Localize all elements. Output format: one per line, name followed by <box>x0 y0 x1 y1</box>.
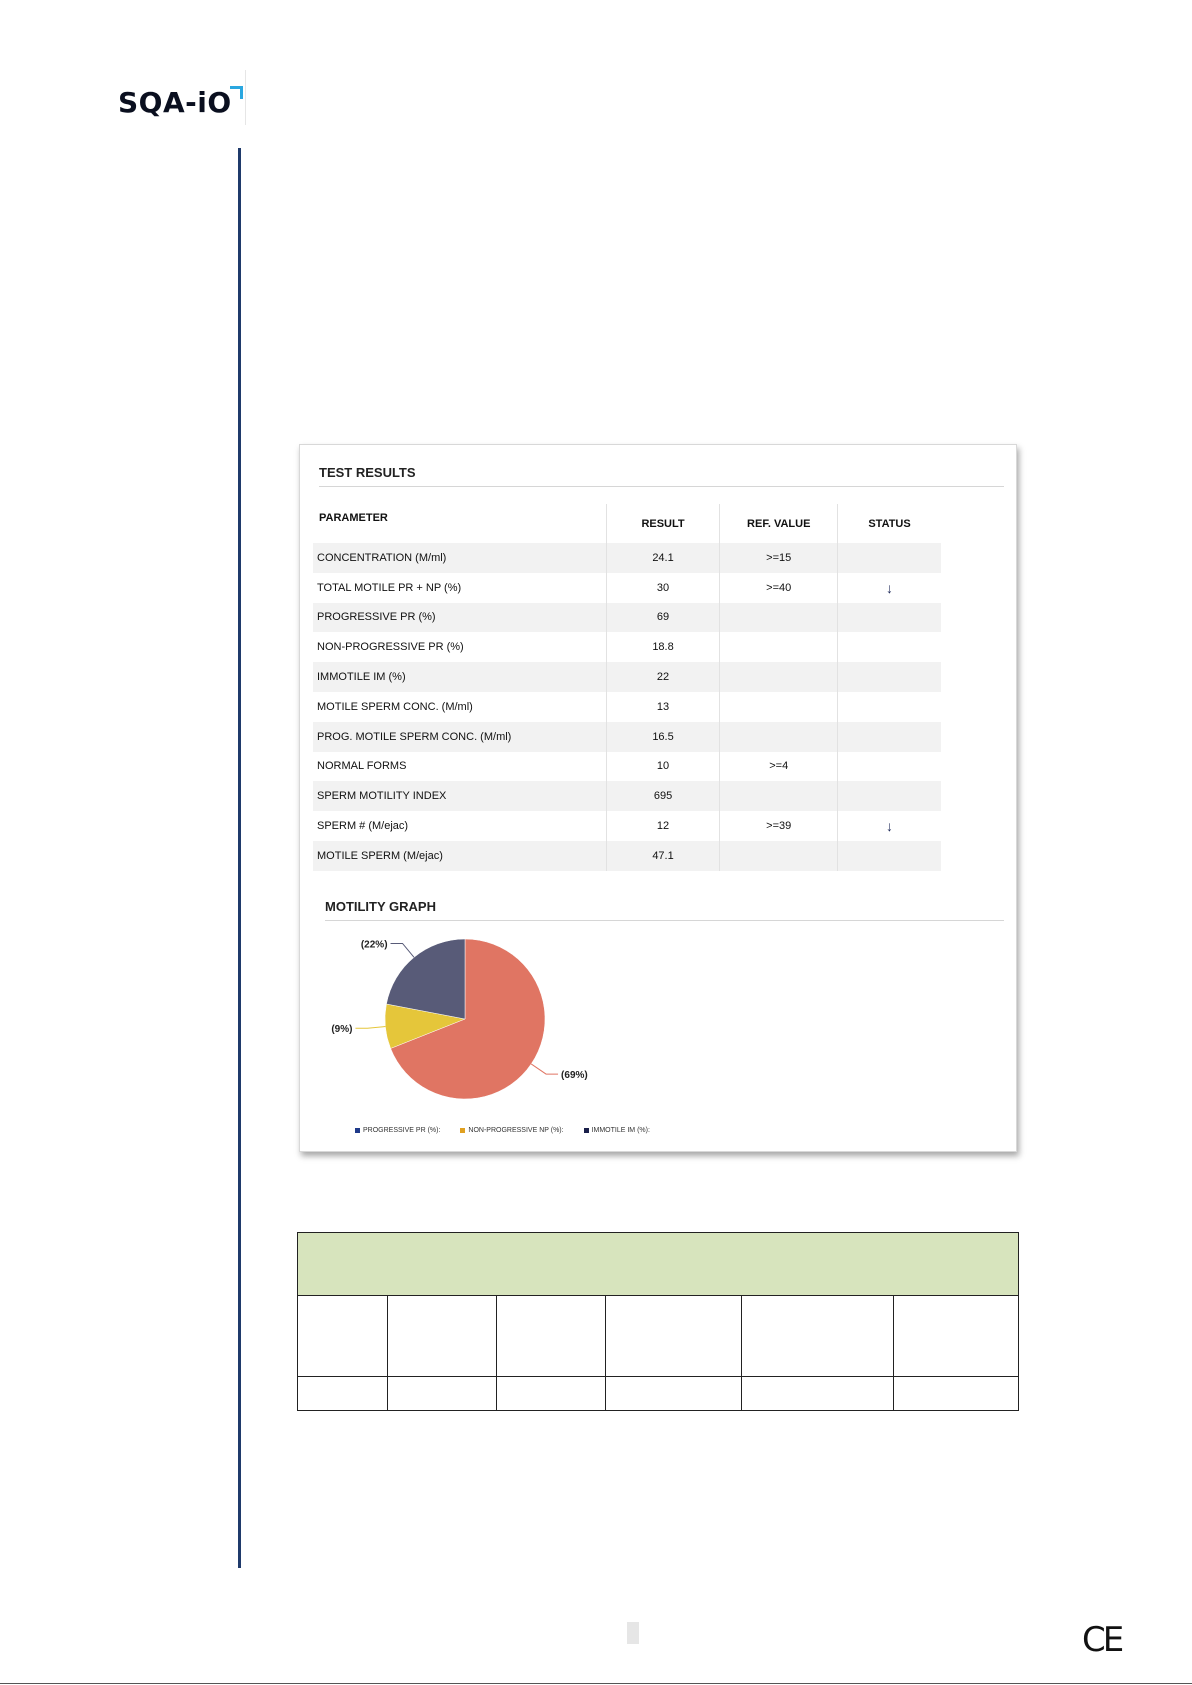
ref-value-cell: >=40 <box>720 573 838 603</box>
legend-label: IMMOTILE IM (%): <box>591 1127 650 1134</box>
parameter-cell: SPERM MOTILITY INDEX <box>313 781 606 811</box>
parameter-cell: MOTILE SPERM CONC. (M/ml) <box>317 700 473 713</box>
status-cell <box>838 603 941 633</box>
parameter-cell: NON-PROGRESSIVE PR (%) <box>317 641 464 654</box>
test-results-title: TEST RESULTS <box>319 465 1004 487</box>
motility-pie-chart <box>331 933 680 1123</box>
left-margin-rule <box>238 148 241 1568</box>
table-row <box>298 1296 1019 1377</box>
result-cell: 695 <box>606 781 720 811</box>
table-cell <box>742 1296 894 1377</box>
pie-leader-line <box>355 1027 385 1029</box>
status-cell <box>838 841 941 871</box>
table-row <box>313 573 941 603</box>
status-cell <box>838 632 941 662</box>
table-cell <box>497 1296 606 1377</box>
test-results-table <box>313 504 941 871</box>
table-cell <box>497 1377 606 1411</box>
parameter-cell: TOTAL MOTILE PR + NP (%) <box>317 581 462 594</box>
parameter-cell: NORMAL FORMS <box>317 760 407 773</box>
test-results-card <box>299 444 1017 1152</box>
legend-swatch <box>584 1128 589 1133</box>
legend-swatch <box>460 1128 465 1133</box>
logo-text: SQA-iO <box>118 86 232 119</box>
table-header-row <box>313 504 941 543</box>
motility-graph-title: MOTILITY GRAPH <box>325 899 1004 921</box>
status-cell <box>838 781 941 811</box>
table-row <box>313 722 941 752</box>
parameter-cell: CONCENTRATION (M/ml) <box>313 543 606 573</box>
ref-value-cell <box>720 722 838 752</box>
ref-value-cell <box>720 781 838 811</box>
legend-item <box>460 1127 563 1134</box>
result-cell: 22 <box>606 662 720 692</box>
table-cell <box>894 1377 1019 1411</box>
table-row <box>313 662 941 692</box>
result-cell: 69 <box>606 603 720 633</box>
pie-slice-label: (22%) <box>360 939 388 951</box>
legend-item <box>355 1127 440 1134</box>
table-row <box>313 841 941 871</box>
table-row <box>313 632 941 662</box>
pie-slice-label: (69%) <box>561 1070 588 1082</box>
result-cell: 30 <box>606 573 720 603</box>
header-divider <box>245 70 246 125</box>
legend-swatch <box>355 1128 360 1133</box>
table-row <box>313 752 941 782</box>
status-cell: ↓ <box>838 573 941 603</box>
table-cell <box>606 1377 742 1411</box>
result-cell: 16.5 <box>606 722 720 752</box>
pie-leader-line <box>531 1064 558 1074</box>
ref-value-cell: >=4 <box>720 752 838 782</box>
table-cell <box>894 1296 1019 1377</box>
table-cell <box>298 1296 388 1377</box>
legend-item <box>584 1127 650 1134</box>
ref-value-cell: >=15 <box>720 543 838 573</box>
table-row <box>313 543 941 573</box>
ref-value-cell <box>720 632 838 662</box>
table-row <box>313 781 941 811</box>
status-header: STATUS <box>838 504 941 543</box>
table-row <box>313 811 941 841</box>
ce-mark: CE <box>1082 1620 1122 1660</box>
table-cell <box>388 1296 497 1377</box>
parameter-cell: MOTILE SPERM (M/ejac) <box>313 841 606 871</box>
table-cell <box>742 1377 894 1411</box>
chart-legend <box>355 1127 670 1134</box>
result-cell: 10 <box>606 752 720 782</box>
status-cell: ↓ <box>838 811 941 841</box>
ref-value-cell: >=39 <box>720 811 838 841</box>
ref-value-cell <box>720 603 838 633</box>
status-cell <box>838 692 941 722</box>
result-cell: 18.8 <box>606 632 720 662</box>
status-cell <box>838 543 941 573</box>
parameter-cell: PROGRESSIVE PR (%) <box>313 603 606 633</box>
parameter-cell: IMMOTILE IM (%) <box>313 662 606 692</box>
table-cell <box>298 1377 388 1411</box>
ref-value-cell <box>720 692 838 722</box>
legend-label: NON-PROGRESSIVE NP (%): <box>468 1127 564 1134</box>
parameter-cell: PROG. MOTILE SPERM CONC. (M/ml) <box>313 722 606 752</box>
ref-value-cell <box>720 841 838 871</box>
pie-leader-line <box>391 943 414 957</box>
result-cell: 24.1 <box>606 543 720 573</box>
table-row <box>313 603 941 633</box>
table-cell <box>606 1296 742 1377</box>
ref-value-header: REF. VALUE <box>720 504 838 543</box>
result-cell: 47.1 <box>606 841 720 871</box>
table-cell <box>388 1377 497 1411</box>
logo-corner-mark <box>230 86 243 99</box>
empty-summary-table <box>297 1232 1019 1411</box>
result-cell: 12 <box>606 811 720 841</box>
bottom-rule <box>0 1683 1192 1684</box>
table-row <box>313 692 941 722</box>
status-cell <box>838 662 941 692</box>
ref-value-cell <box>720 662 838 692</box>
status-cell <box>838 752 941 782</box>
legend-label: PROGRESSIVE PR (%): <box>363 1127 441 1134</box>
table-green-header <box>298 1233 1019 1296</box>
table-row <box>298 1377 1019 1411</box>
parameter-cell: SPERM # (M/ejac) <box>317 820 409 833</box>
pie-slice-label: (9%) <box>331 1024 353 1036</box>
parameter-header: PARAMETER <box>319 512 388 524</box>
result-cell: 13 <box>606 692 720 722</box>
page-number-mark <box>627 1622 639 1644</box>
status-cell <box>838 722 941 752</box>
result-header: RESULT <box>606 504 720 543</box>
